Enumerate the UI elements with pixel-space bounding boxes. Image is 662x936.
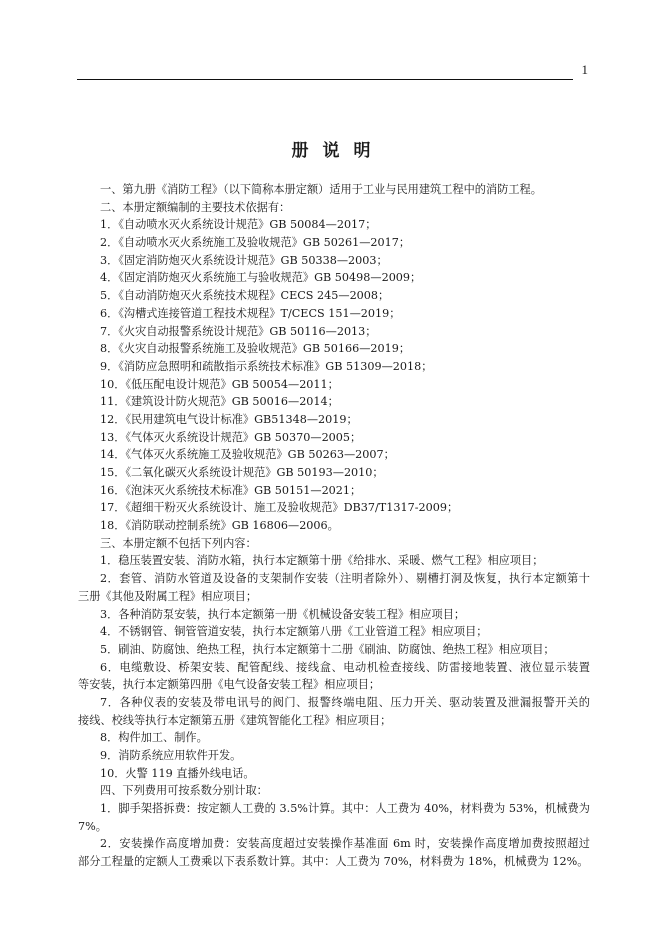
section-heading-basis: 二、本册定额编制的主要技术依据有： bbox=[100, 200, 291, 214]
standard-item: 17．《超细干粉灭火系统设计、施工及验收规范》DB37/T1317-2009； bbox=[100, 501, 459, 515]
standard-item: 10．《低压配电设计规范》GB 50054—2011； bbox=[100, 377, 339, 391]
exclusion-item-continued: 三册《其他及附属工程》相应项目； bbox=[78, 589, 258, 603]
standard-item: 5．《自动消防炮灭火系统技术规程》CECS 245—2008； bbox=[100, 289, 390, 303]
standard-item: 7．《火灾自动报警系统设计规范》GB 50116—2013； bbox=[100, 324, 377, 338]
fee-item-continued: 部分工程量的定额人工费乘以下表系数计算。其中：人工费为 70%，材料费为 18%，机械费为 12%。 bbox=[78, 855, 589, 869]
section-heading-fees: 四、下列费用可按系数分别计取： bbox=[100, 784, 268, 798]
standard-item: 3．《固定消防炮灭火系统设计规范》GB 50338—2003； bbox=[100, 253, 388, 267]
fee-item-continued: 7%。 bbox=[78, 819, 107, 833]
page-title: 册说明 bbox=[291, 141, 385, 161]
standard-item: 11．《建筑设计防火规范》GB 50016—2014； bbox=[100, 395, 339, 409]
standard-item: 15．《二氧化碳灭火系统设计规范》GB 50193—2010； bbox=[100, 466, 384, 479]
exclusion-item: 10．火警 119 直播外线电话。 bbox=[100, 766, 255, 780]
standard-item: 14．《气体灭火系统施工及验收规范》GB 50263—2007； bbox=[100, 448, 395, 462]
exclusion-item: 3．各种消防泵安装，执行本定额第一册《机械设备安装工程》相应项目； bbox=[100, 607, 466, 621]
header-rule bbox=[77, 79, 573, 80]
exclusion-item: 6．电缆敷设、桥架安装、配管配线、接线盒、电动机检查接线、防雷接地装置、液位显示装置 bbox=[100, 660, 590, 674]
exclusion-item-continued: 接线、校线等执行本定额第五册《建筑智能化工程》相应项目； bbox=[78, 713, 392, 727]
exclusion-item: 2．套管、消防水管道及设备的支架制作安装（注明者除外）、剔槽打洞及恢复，执行本定额第十 bbox=[100, 572, 590, 586]
standard-item: 9．《消防应急照明和疏散指示系统技术标准》GB 51309—2018； bbox=[100, 359, 433, 373]
exclusion-item: 5．刷油、防腐蚀、绝热工程，执行本定额第十二册《刷油、防腐蚀、绝热工程》相应项目； bbox=[100, 642, 555, 656]
standard-item: 2．《自动喷水灭火系统施工及验收规范》GB 50261—2017； bbox=[100, 236, 411, 250]
section-heading-exclusions: 三、本册定额不包括下列内容： bbox=[100, 536, 257, 550]
standard-item: 12．《民用建筑电气设计标准》GB51348—2019； bbox=[100, 412, 358, 426]
standard-item: 1．《自动喷水灭火系统设计规范》GB 50084—2017； bbox=[100, 218, 377, 232]
exclusion-item: 1．稳压装置安装、消防水箱，执行本定额第十册《给排水、采暖、燃气工程》相应项目； bbox=[100, 554, 544, 568]
standard-item: 4．《固定消防炮灭火系统施工与验收规范》GB 50498—2009； bbox=[100, 271, 422, 285]
standard-item: 13．《气体灭火系统设计规范》GB 50370—2005； bbox=[100, 430, 362, 444]
exclusion-item: 7．各种仪表的安装及带电讯号的阀门、报警终端电阻、压力开关、驱动装置及泄漏报警开关的 bbox=[100, 695, 590, 709]
exclusion-item: 9．消防系统应用软件开发。 bbox=[100, 749, 242, 762]
paragraph-scope: 一、第九册《消防工程》（以下简称本册定额）适用于工业与民用建筑工程中的消防工程。 bbox=[100, 183, 542, 196]
fee-item: 2．安装操作高度增加费：安装高度超过安装操作基准面 6m 时，安装操作高度增加费按照超过 bbox=[100, 837, 590, 851]
page-number: 1 bbox=[581, 62, 588, 77]
exclusion-item: 4．不锈钢管、铜管管道安装，执行本定额第八册《工业管道工程》相应项目； bbox=[100, 625, 488, 639]
standard-item: 16．《泡沫灭火系统技术标准》GB 50151—2021； bbox=[100, 483, 362, 497]
standard-item: 6．《沟槽式连接管道工程技术规程》T/CECS 151—2019； bbox=[100, 306, 401, 320]
fee-item: 1．脚手架搭拆费：按定额人工费的 3.5%计算。其中：人工费为 40%，材料费为 53%，机械费为 bbox=[100, 802, 590, 816]
exclusion-item-continued: 等安装，执行本定额第四册《电气设备安装工程》相应项目； bbox=[78, 678, 381, 692]
exclusion-item: 8．构件加工、制作。 bbox=[100, 731, 208, 745]
standard-item: 18．《消防联动控制系统》GB 16806—2006。 bbox=[100, 519, 339, 533]
document-body bbox=[78, 181, 590, 871]
standard-item: 8．《火灾自动报警系统施工及验收规范》GB 50166—2019； bbox=[100, 342, 411, 356]
